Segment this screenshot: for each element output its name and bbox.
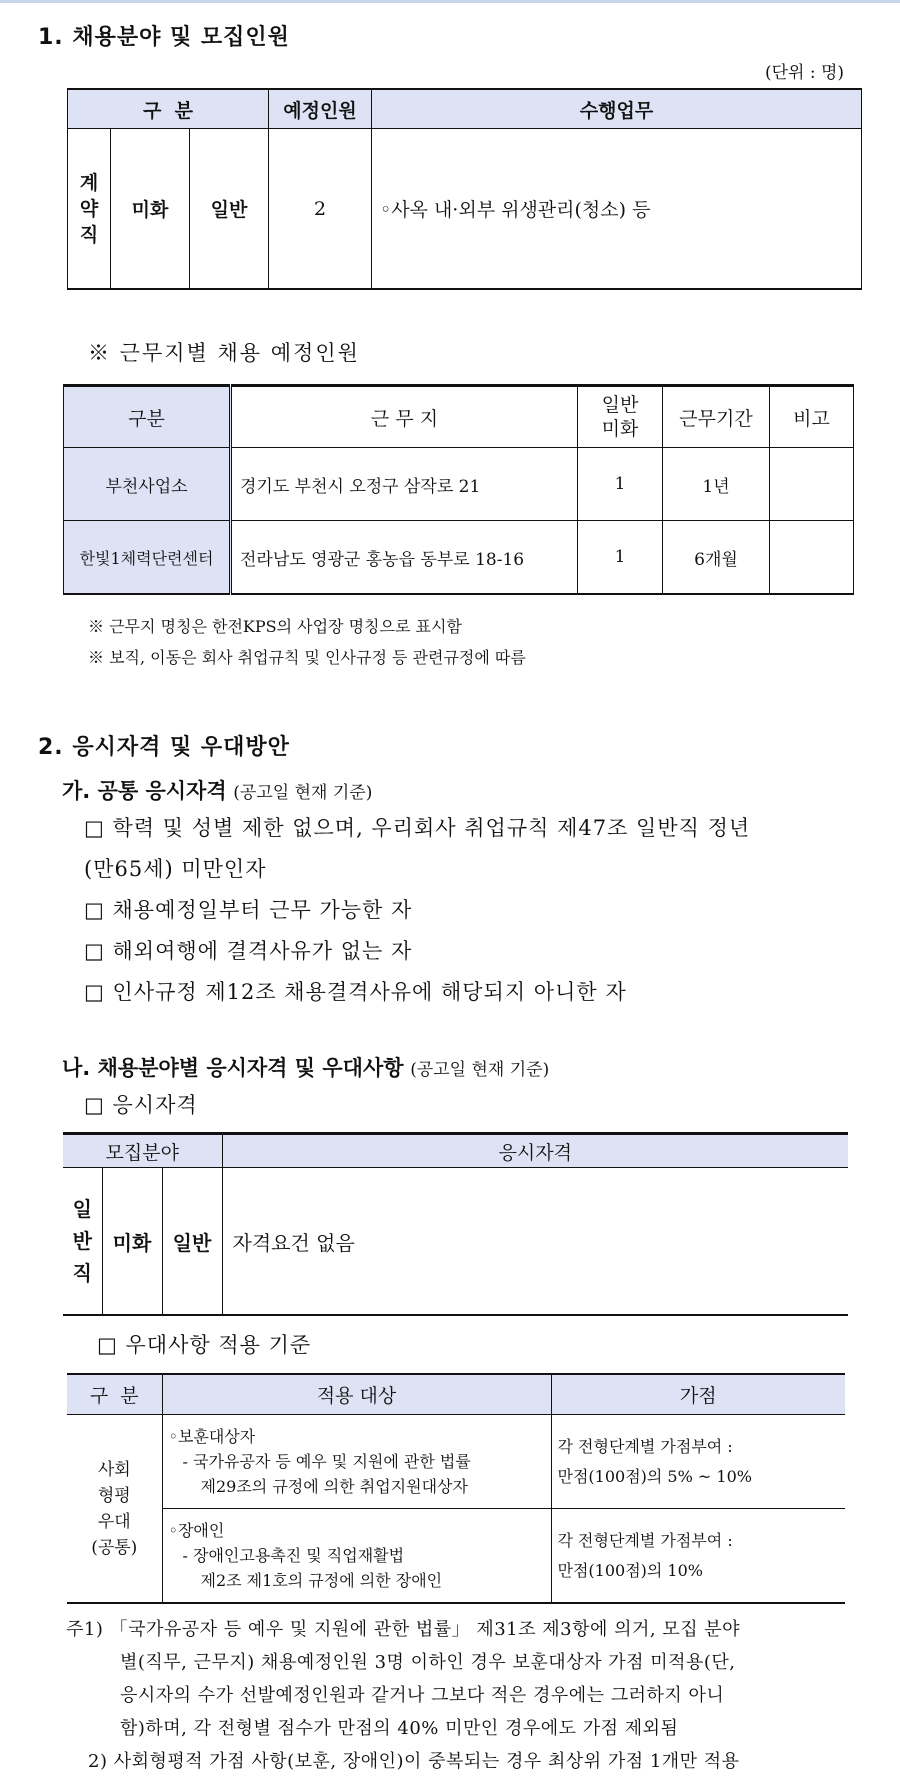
location-note: [770, 448, 854, 521]
location-count: 1: [578, 448, 663, 521]
sub-b-title: 나. 채용분야별 응시자격 및 우대사항: [62, 1056, 404, 1080]
footnote-1: 주1) 「국가유공자 등 예우 및 지원에 관한 법률」 제31조 제3항에 의거, 모집 분야: [66, 1619, 741, 1640]
cell-field: 미화: [111, 129, 190, 290]
location-address: 경기도 부천시 오정구 삼작로 21: [231, 448, 578, 521]
location-name: 한빛1체력단련센터: [64, 521, 231, 595]
footnote-2: 2) 사회형평적 가점 사항(보훈, 장애인)이 중복되는 경우 최상위 가점 1개만 적용: [88, 1751, 740, 1772]
qualification-table: [63, 1132, 848, 1316]
footnote-1-cont: 별(직무, 근무지) 채용예정인원 3명 이하인 경우 보훈대상자 가점 미적용(단,: [120, 1652, 736, 1673]
list-item: □ 채용예정일부터 근무 가능한 자: [84, 898, 413, 922]
sub-a-title: 가. 공통 응시자격: [62, 779, 227, 803]
recruitment-table: [67, 88, 862, 290]
location-subtitle: ※ 근무지별 채용 예정인원: [88, 341, 360, 365]
qualification-label: □ 응시자격: [84, 1093, 198, 1117]
cell-type: 계 약 직: [68, 129, 111, 290]
pref-title: ◦장애인: [168, 1521, 225, 1540]
sub-a-suffix: (공고일 현재 기준): [233, 783, 373, 803]
header-duty: 수행업무: [372, 89, 862, 129]
pref-points: [551, 1415, 845, 1509]
table-row: [64, 448, 854, 521]
qual-value: 자격요건 없음: [222, 1168, 848, 1316]
header-count: 예정인원: [269, 89, 372, 129]
header-category: 구 분: [67, 1374, 162, 1415]
top-border: [0, 0, 900, 3]
pref-line2: 제29조의 규정에 의한 취업지원대상자: [200, 1477, 468, 1496]
points-line2: 만점(100점)의 5% ~ 10%: [557, 1466, 752, 1486]
points-line1: 각 전형단계별 가점부여 :: [557, 1530, 733, 1550]
location-address: 전라남도 영광군 홍농읍 동부로 18-16: [231, 521, 578, 595]
footnote-1-cont: 응시자의 수가 선발예정인원과 같거나 그보다 적은 경우에는 그러하지 아니: [120, 1685, 725, 1706]
location-period: 1년: [663, 448, 770, 521]
pref-group: 사회 형평 우대 (공통): [67, 1415, 162, 1604]
header-general-cleaning: 일반 미화: [578, 386, 663, 448]
header-location-category: 구분: [64, 386, 231, 448]
header-category: 구 분: [68, 89, 269, 129]
section1-title: 1. 채용분야 및 모집인원: [38, 25, 290, 50]
location-table: [63, 384, 854, 595]
cell-category: 일반: [190, 129, 269, 290]
header-points: 가점: [551, 1374, 845, 1415]
pref-line1: - 장애인고용촉진 및 직업재활법: [182, 1546, 405, 1565]
list-item: □ 인사규정 제12조 채용결격사유에 해당되지 아니한 자: [84, 980, 627, 1004]
location-period: 6개월: [663, 521, 770, 595]
location-count: 1: [578, 521, 663, 595]
pref-title: ◦보훈대상자: [168, 1427, 256, 1446]
header-period: 근무기간: [663, 386, 770, 448]
qual-field: 미화: [102, 1168, 162, 1316]
header-qualification: 응시자격: [222, 1134, 848, 1168]
note-line: ※ 근무지 명칭은 한전KPS의 사업장 명칭으로 표시함: [88, 617, 462, 636]
list-item: □ 학력 및 성별 제한 없으며, 우리회사 취업규칙 제47조 일반직 정년: [84, 816, 751, 840]
location-name: 부천사업소: [64, 448, 231, 521]
table-row: [67, 1415, 845, 1509]
section2-title: 2. 응시자격 및 우대방안: [38, 735, 290, 760]
table-row: [64, 521, 854, 595]
note-line: ※ 보직, 이동은 회사 취업규칙 및 인사규정 등 관련규정에 따름: [88, 648, 526, 667]
pref-points: [551, 1509, 845, 1604]
qual-type: 일 반 직: [63, 1168, 102, 1316]
list-item: □ 해외여행에 결격사유가 없는 자: [84, 939, 413, 963]
pref-line1: - 국가유공자 등 예우 및 지원에 관한 법률: [182, 1452, 471, 1471]
preference-table: [67, 1373, 845, 1604]
header-address: 근 무 지: [231, 386, 578, 448]
header-target: 적용 대상: [162, 1374, 551, 1415]
qual-category: 일반: [162, 1168, 222, 1316]
pref-target: [162, 1415, 551, 1509]
table-row: [67, 1509, 845, 1604]
unit-label: (단위 : 명): [765, 63, 845, 83]
points-line2: 만점(100점)의 10%: [557, 1560, 703, 1580]
location-note: [770, 521, 854, 595]
footnote-1-cont: 함)하며, 각 전형별 점수가 만점의 40% 미만인 경우에도 가점 제외됨: [120, 1718, 679, 1739]
list-item: (만65세) 미만인자: [84, 857, 267, 881]
header-field: 모집분야: [63, 1134, 222, 1168]
cell-count: 2: [269, 129, 372, 290]
points-line1: 각 전형단계별 가점부여 :: [557, 1436, 733, 1456]
preference-label: □ 우대사항 적용 기준: [97, 1333, 312, 1357]
header-note: 비고: [770, 386, 854, 448]
pref-line2: 제2조 제1호의 규정에 의한 장애인: [200, 1571, 443, 1590]
pref-target: [162, 1509, 551, 1604]
sub-b-suffix: (공고일 현재 기준): [410, 1060, 550, 1080]
cell-duty: ◦사옥 내·외부 위생관리(청소) 등: [372, 129, 862, 290]
